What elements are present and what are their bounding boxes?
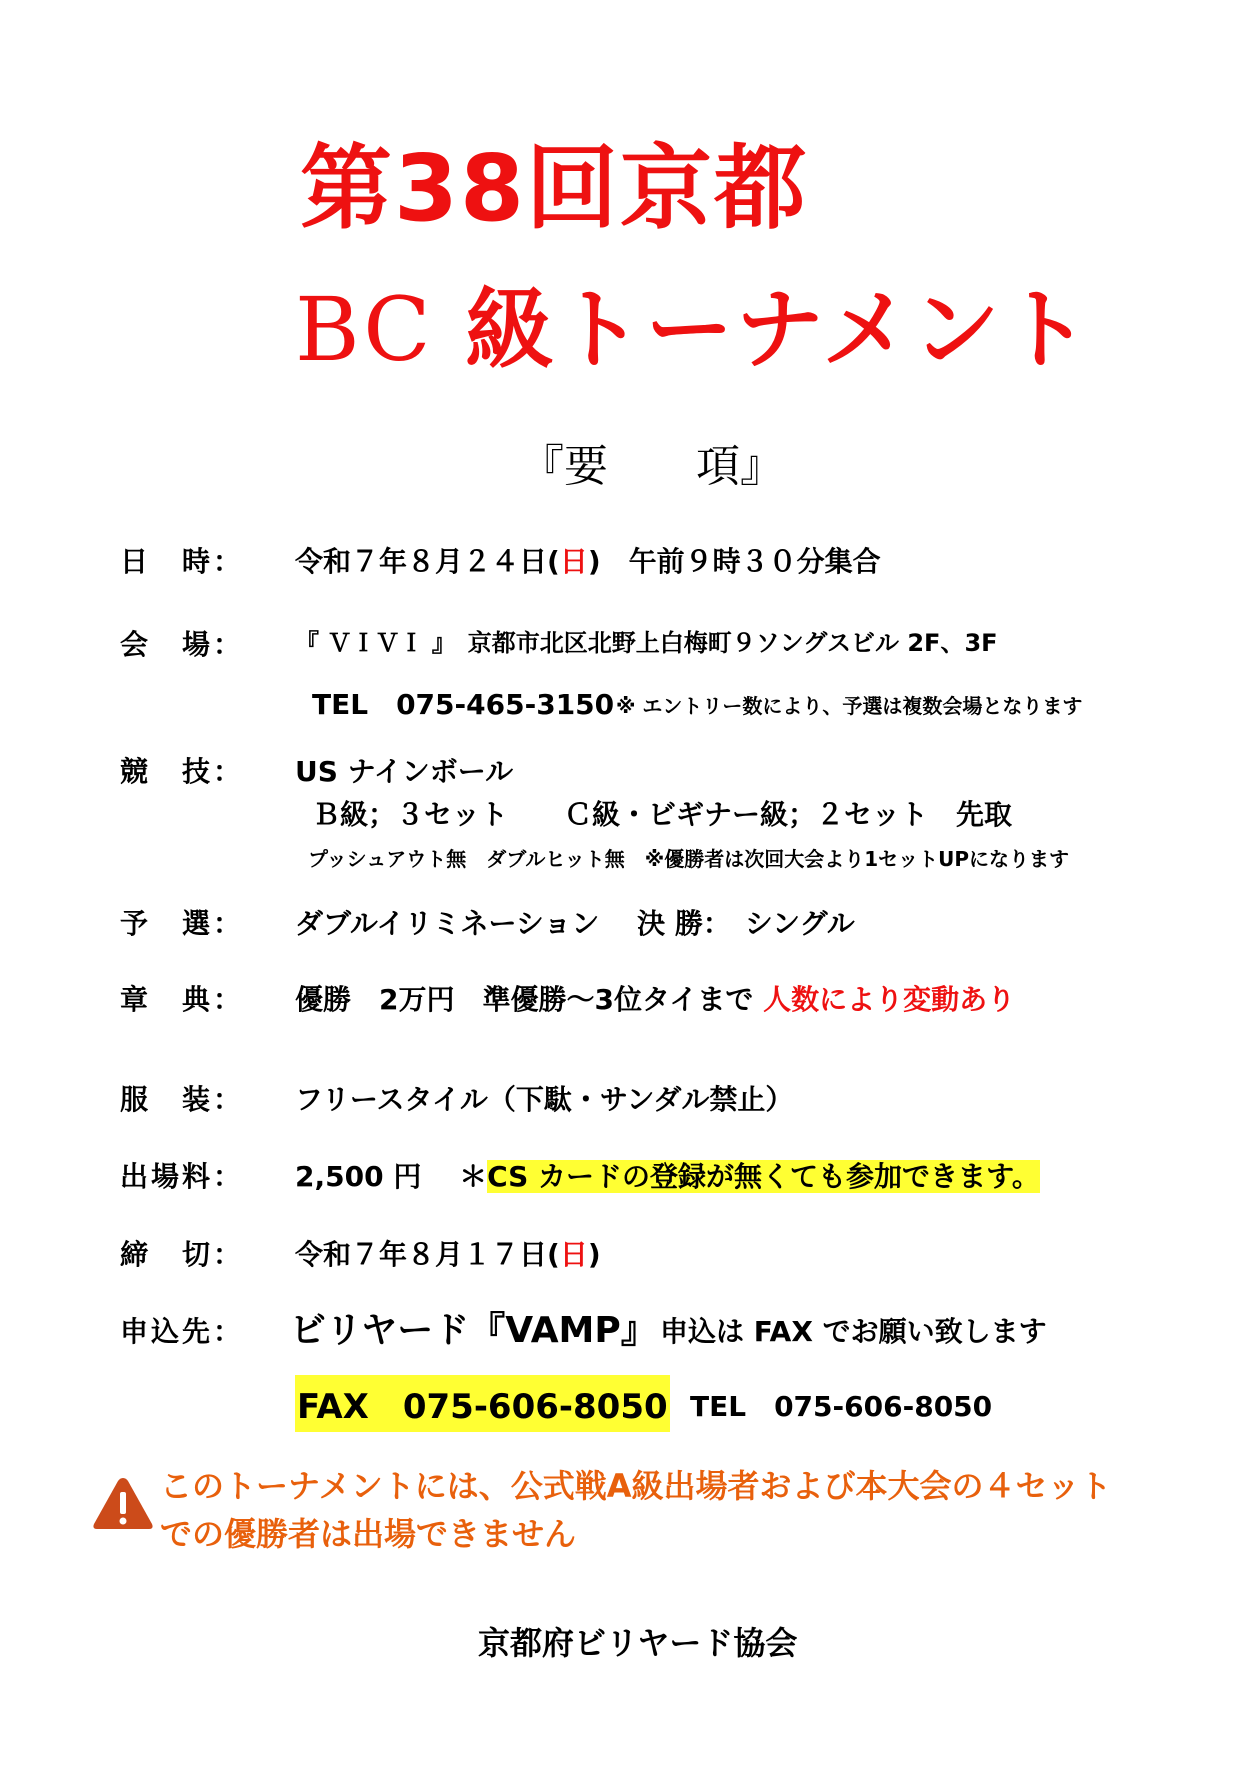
prize-label: 章 典： bbox=[120, 983, 245, 1016]
game-sets: Ｂ級；３セット Ｃ級・ビギナー級；２セット 先取 bbox=[312, 798, 1013, 831]
date-time: ) 午前９時３０分集合 bbox=[587, 545, 881, 578]
footer-organizer: 京都府ビリヤード協会 bbox=[478, 1624, 798, 1662]
apply-tel: TEL 075-606-8050 bbox=[690, 1390, 993, 1423]
prize-note: 人数により変動あり bbox=[763, 983, 1016, 1016]
apply-fax: FAX 075-606-8050 bbox=[295, 1375, 670, 1432]
venue-label: 会 場： bbox=[120, 628, 245, 661]
apply-label: 申込先： bbox=[120, 1315, 245, 1348]
title-line-2 bbox=[295, 260, 1092, 386]
apply-shop: ビリヤード『VAMP』 bbox=[290, 1310, 657, 1351]
warning-triangle-icon bbox=[92, 1475, 154, 1531]
fee-highlight: CS カードの登録が無くても参加できます。 bbox=[487, 1160, 1040, 1193]
warning-line-2: での優勝者は出場できません bbox=[160, 1515, 577, 1553]
date-label: 日 時： bbox=[120, 545, 245, 578]
warning-text bbox=[160, 1462, 1112, 1558]
fee-value bbox=[295, 1155, 1040, 1195]
venue-value: 『 ＶＩＶＩ 』 京都市北区北野上白梅町９ソングスビル 2F、3F bbox=[295, 629, 998, 657]
game-value: US ナインボール bbox=[295, 755, 514, 788]
dress-label: 服 装： bbox=[120, 1083, 245, 1116]
deadline-label: 締 切： bbox=[120, 1238, 245, 1271]
deadline-close: ) bbox=[587, 1238, 601, 1271]
deadline-text: 令和７年８月１７日( bbox=[295, 1238, 560, 1271]
apply-method: 申込は FAX でお願い致します bbox=[660, 1315, 1047, 1348]
dress-value: フリースタイル（下駄・サンダル禁止） bbox=[295, 1083, 794, 1116]
prelim-value: ダブルイリミネーション 決 勝： シングル bbox=[295, 907, 855, 940]
venue-tel: TEL 075-465-3150 bbox=[312, 688, 615, 721]
date-day: 日 bbox=[559, 545, 588, 578]
date-text: 令和７年８月２４日( bbox=[295, 545, 560, 578]
prize-value bbox=[295, 978, 1015, 1018]
deadline-day: 日 bbox=[559, 1238, 588, 1271]
fee-text: 2,500 円 ＊ bbox=[295, 1160, 488, 1193]
fee-label: 出場料： bbox=[120, 1160, 245, 1193]
deadline-value bbox=[295, 1233, 601, 1273]
title-tournament: 級トーナメント bbox=[432, 278, 1092, 381]
game-label: 競 技： bbox=[120, 755, 245, 788]
game-note: プッシュアウト無 ダブルヒット無 ※優勝者は次回大会より1セットUPになります bbox=[308, 847, 1070, 871]
prelim-label: 予 選： bbox=[120, 907, 245, 940]
title-bc: BC bbox=[295, 278, 433, 381]
subtitle: 『要 項』 bbox=[520, 441, 784, 492]
warning-line-1: このトーナメントには、公式戦A級出場者および本大会の４セット bbox=[160, 1467, 1112, 1505]
date-value bbox=[295, 540, 881, 580]
prize-text: 優勝 2万円 準優勝～3位タイまで bbox=[295, 983, 754, 1016]
title-line-1: 第38回京都 bbox=[300, 135, 809, 242]
venue-note: ※ エントリー数により、予選は複数会場となります bbox=[616, 694, 1083, 718]
